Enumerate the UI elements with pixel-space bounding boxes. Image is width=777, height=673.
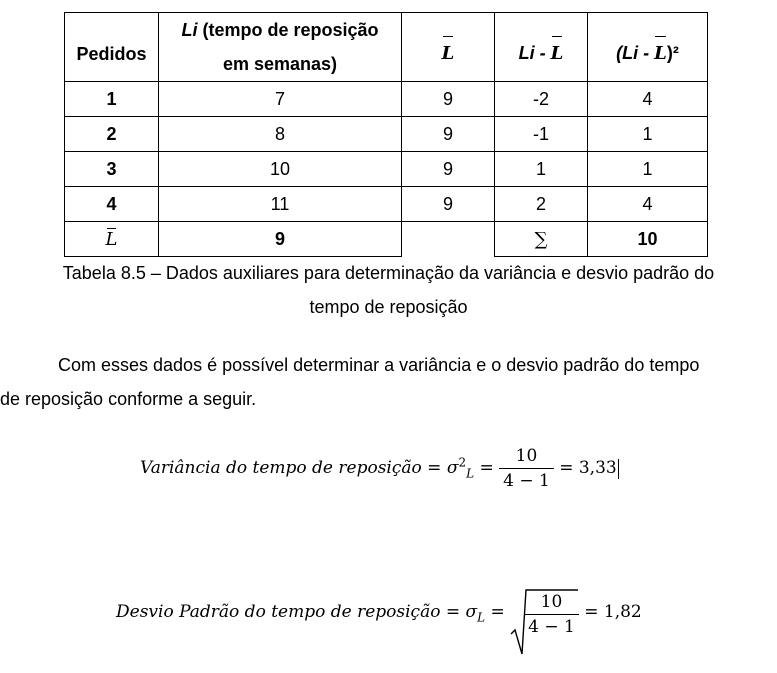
footer-lbar-label bbox=[65, 222, 159, 257]
stddev-fraction bbox=[524, 592, 579, 637]
cell-lbar: 9 bbox=[402, 82, 495, 117]
table-header-row bbox=[65, 13, 708, 82]
cell-pedido: 4 bbox=[65, 187, 159, 222]
variance-lhs: Variância do tempo de reposição bbox=[140, 458, 422, 478]
auxiliary-data-table bbox=[64, 12, 708, 257]
stddev-formula bbox=[116, 588, 642, 637]
stddev-sigma: σ bbox=[465, 602, 478, 622]
footer-sum-value: 10 bbox=[588, 222, 708, 257]
cell-sq: 1 bbox=[588, 117, 708, 152]
table-row bbox=[65, 187, 708, 222]
cell-lbar: 9 bbox=[402, 152, 495, 187]
variance-exp: 2 bbox=[458, 455, 467, 470]
cell-diff: 2 bbox=[495, 187, 588, 222]
variance-numerator: 10 bbox=[499, 446, 554, 469]
header-squared bbox=[588, 13, 708, 82]
header-li-text: (tempo de reposição bbox=[197, 20, 379, 40]
header-li-symbol: Li bbox=[181, 20, 198, 40]
paragraph-line-2: de reposição conforme a seguir. bbox=[0, 389, 257, 409]
footer-empty-cell bbox=[402, 222, 495, 257]
footer-sum-symbol: ∑ bbox=[495, 222, 588, 257]
cell-diff: -1 bbox=[495, 117, 588, 152]
table-caption bbox=[0, 256, 777, 324]
footer-lbar-symbol: L bbox=[105, 228, 118, 250]
text-cursor bbox=[618, 459, 619, 479]
table-footer-row bbox=[65, 222, 708, 257]
cell-li: 11 bbox=[159, 187, 402, 222]
cell-lbar: 9 bbox=[402, 117, 495, 152]
cell-li: 10 bbox=[159, 152, 402, 187]
cell-sq: 1 bbox=[588, 152, 708, 187]
caption-line-2: tempo de reposição bbox=[309, 297, 468, 317]
cell-li: 7 bbox=[159, 82, 402, 117]
cell-diff: 1 bbox=[495, 152, 588, 187]
variance-eq: = bbox=[421, 458, 447, 478]
stddev-result: = 1,82 bbox=[578, 602, 642, 622]
header-li-minus-lbar bbox=[495, 13, 588, 82]
stddev-eq2: = bbox=[485, 602, 511, 622]
header-pedidos bbox=[65, 13, 159, 82]
header-squared-lbar-symbol: L bbox=[654, 37, 667, 71]
stddev-sub: L bbox=[477, 610, 486, 625]
header-li-minus-prefix: Li - bbox=[518, 43, 551, 63]
variance-sigma: σ bbox=[446, 458, 459, 478]
body-paragraph bbox=[0, 348, 777, 416]
cell-lbar: 9 bbox=[402, 187, 495, 222]
variance-fraction bbox=[499, 446, 554, 491]
header-li-text-line2: em semanas) bbox=[222, 54, 338, 74]
table-row bbox=[65, 152, 708, 187]
header-pedidos-label: Pedidos bbox=[76, 44, 147, 64]
caption-line-1: Tabela 8.5 – Dados auxiliares para determinação da variância e desvio padrão do bbox=[62, 263, 715, 283]
variance-result: = 3,33 bbox=[553, 458, 617, 478]
cell-sq: 4 bbox=[588, 82, 708, 117]
variance-sub: L bbox=[466, 466, 475, 481]
variance-eq2: = bbox=[474, 458, 500, 478]
cell-pedido: 1 bbox=[65, 82, 159, 117]
footer-mean-value: 9 bbox=[159, 222, 402, 257]
variance-denominator: 4 − 1 bbox=[503, 471, 550, 491]
header-li bbox=[159, 13, 402, 82]
variance-formula bbox=[140, 446, 619, 491]
paragraph-line-1: Com esses dados é possível determinar a variância e o desvio padrão do tempo bbox=[58, 355, 700, 375]
table-row bbox=[65, 117, 708, 152]
cell-li: 8 bbox=[159, 117, 402, 152]
cell-diff: -2 bbox=[495, 82, 588, 117]
header-squared-close: )² bbox=[666, 43, 679, 63]
cell-pedido: 3 bbox=[65, 152, 159, 187]
table-row bbox=[65, 82, 708, 117]
cell-pedido: 2 bbox=[65, 117, 159, 152]
stddev-lhs: Desvio Padrão do tempo de reposição bbox=[116, 602, 441, 622]
cell-sq: 4 bbox=[588, 187, 708, 222]
stddev-numerator: 10 bbox=[524, 592, 579, 615]
stddev-eq: = bbox=[440, 602, 466, 622]
header-lbar-symbol: L bbox=[442, 37, 455, 71]
header-squared-open: (Li - bbox=[616, 43, 655, 63]
header-li-minus-lbar-symbol: L bbox=[551, 37, 564, 71]
header-lbar bbox=[402, 13, 495, 82]
sqrt-radical bbox=[510, 588, 579, 637]
stddev-denominator: 4 − 1 bbox=[528, 617, 575, 637]
